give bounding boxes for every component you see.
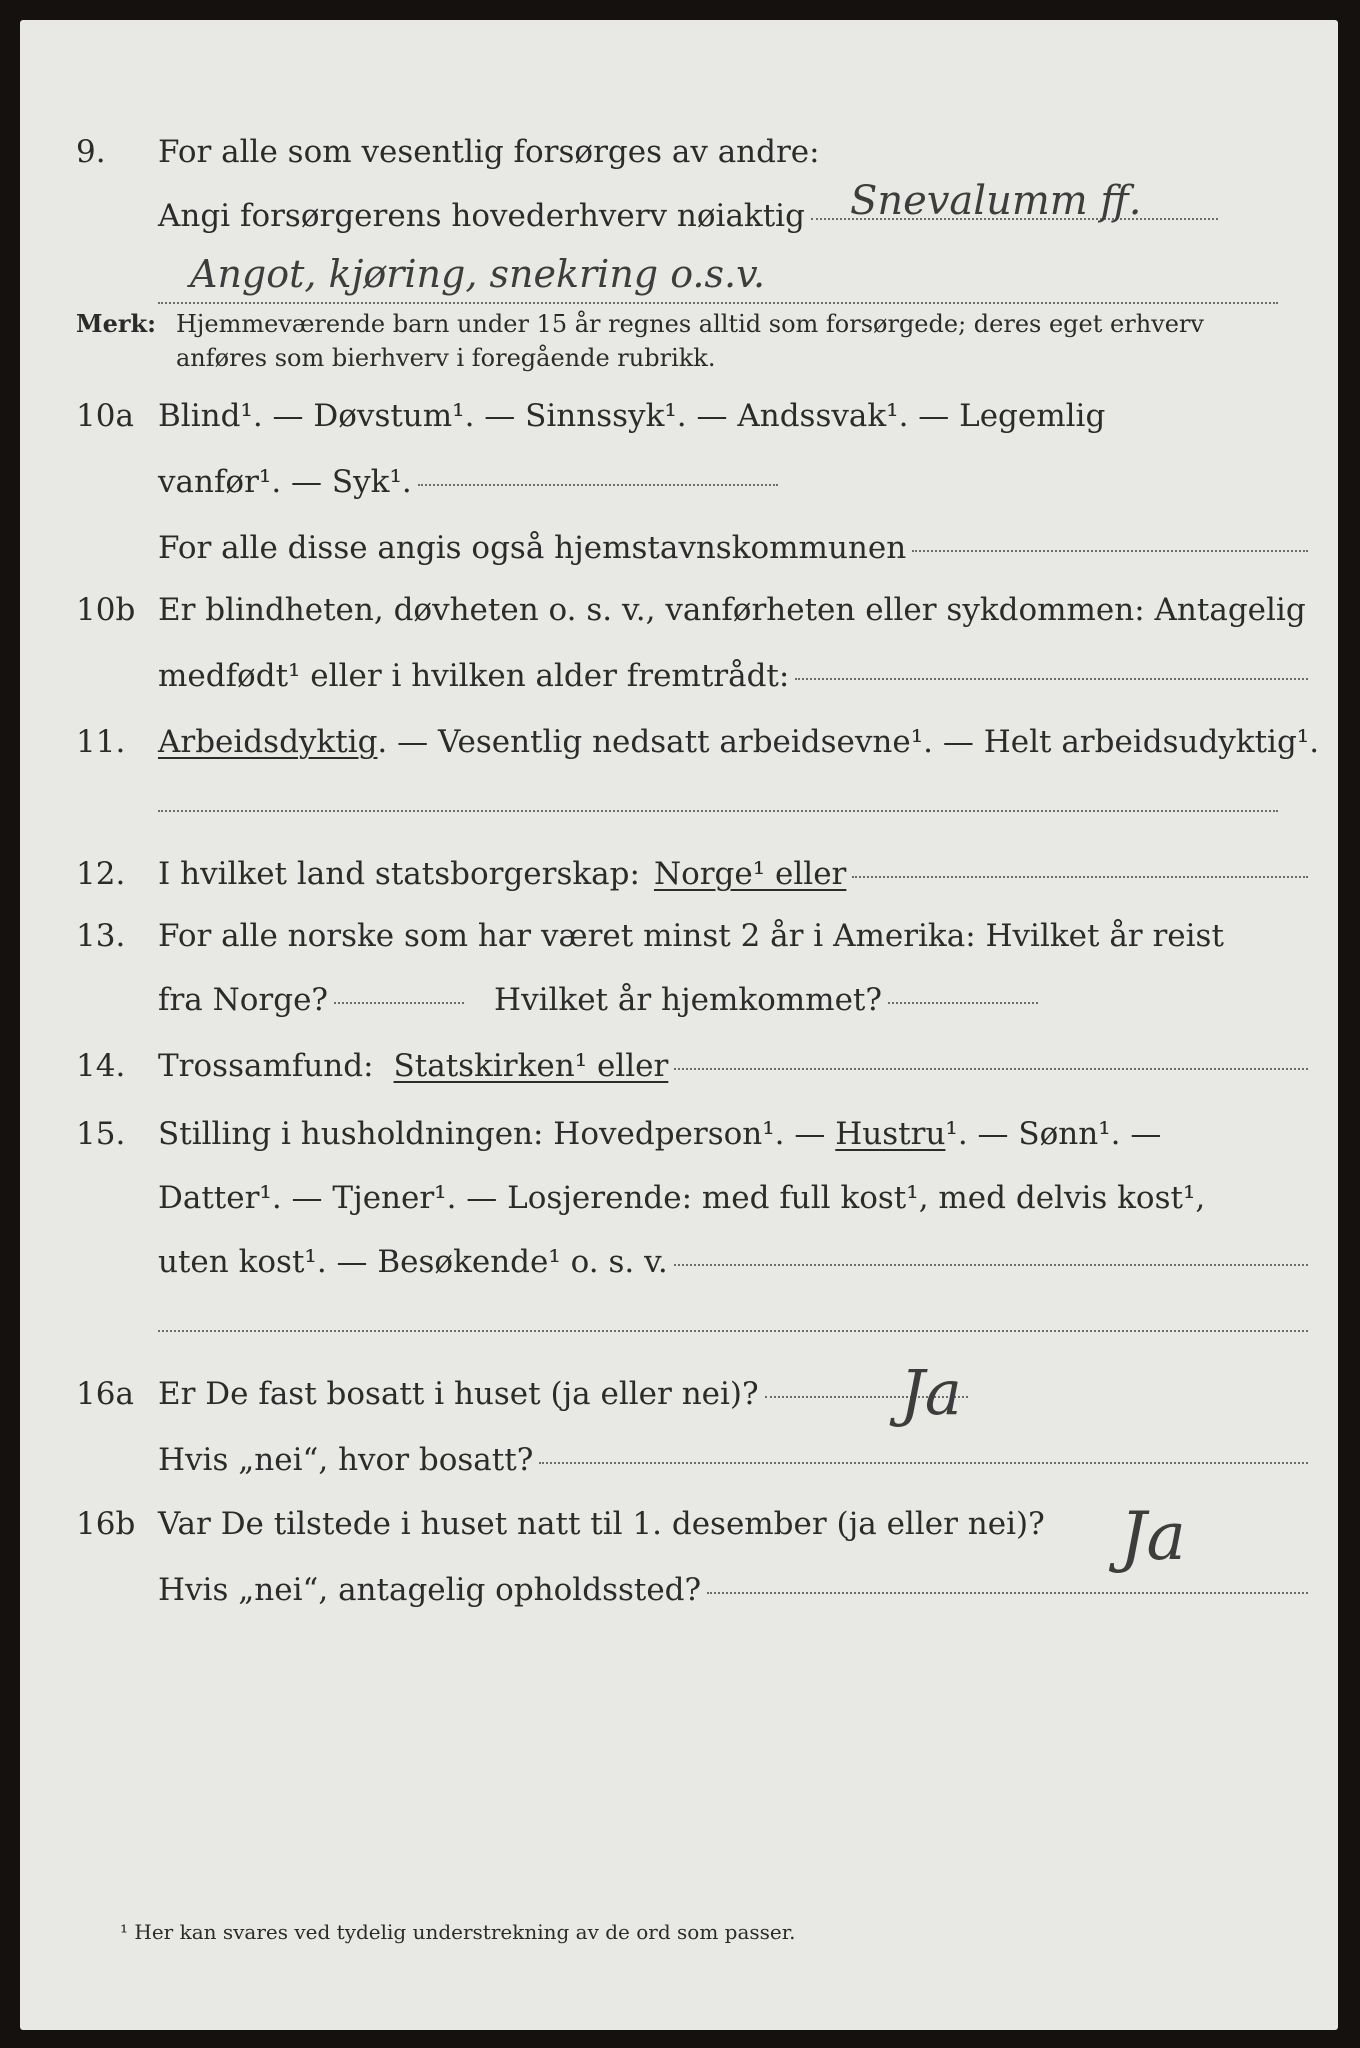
q11-option-arbeidsdyktig: Arbeidsdyktig xyxy=(158,724,378,760)
q11-number: 11. xyxy=(76,724,126,760)
q16b-number: 16b xyxy=(76,1506,136,1542)
q9-handwriting-2: Angot, kjøring, snekring o.s.v. xyxy=(190,252,766,296)
q16a-handwritten-answer: Ja xyxy=(900,1356,962,1429)
q13-reist-line xyxy=(334,1002,464,1004)
q14-answer-line xyxy=(674,1068,1308,1070)
q12-text: I hvilket land statsborgerskap: xyxy=(158,856,640,892)
merk-label: Merk: xyxy=(76,309,156,338)
merk-line2: anføres som bierhverv i foregående rubrikk. xyxy=(176,344,716,372)
merk-line1: Hjemmeværende barn under 15 år regnes alltid som forsørgede; deres eget erhverv xyxy=(176,310,1204,338)
q15-text-line1 xyxy=(158,1114,1161,1154)
q10a-hjemstavn-line xyxy=(912,550,1308,552)
q15-option-hustru: Hustru xyxy=(835,1116,946,1152)
q15-number: 15. xyxy=(76,1116,126,1152)
q15-text-line1c: ¹. — Sønn¹. — xyxy=(945,1116,1162,1152)
q16b-text-line1: Var De tilstede i huset natt til 1. desember (ja eller nei)? xyxy=(158,1506,1045,1542)
q14-answer: Statskirken¹ eller xyxy=(393,1048,669,1084)
q13-text-line1: For alle norske som har været minst 2 år i Amerika: Hvilket år reist xyxy=(158,918,1224,954)
q9-continuation-line xyxy=(158,302,1278,304)
q15-answer-line xyxy=(674,1264,1308,1266)
q9-number: 9. xyxy=(76,134,106,170)
q16a-number: 16a xyxy=(76,1376,134,1412)
q10a-text-line2: vanfør¹. — Syk¹. xyxy=(158,464,412,500)
q12-answer: Norge¹ eller xyxy=(653,856,847,892)
merk-note xyxy=(76,308,1204,340)
q10a-text-line3: For alle disse angis også hjemstavnskommunen xyxy=(158,530,907,566)
q10a-syk-line xyxy=(418,484,778,486)
q14-number: 14. xyxy=(76,1048,126,1084)
q10a-text-line1: Blind¹. — Døvstum¹. — Sinnssyk¹. — Andssvak¹. — Legemlig xyxy=(158,398,1106,434)
q13-text-line2b: Hvilket år hjemkommet? xyxy=(494,982,883,1018)
q16b-handwritten-answer: Ja xyxy=(1120,1498,1186,1575)
q10b-text-line1: Er blindheten, døvheten o. s. v., vanførheten eller sykdommen: Antagelig xyxy=(158,592,1306,628)
q14-text: Trossamfund: xyxy=(158,1048,374,1084)
footnote: ¹ Her kan svares ved tydelig understrekning av de ord som passer. xyxy=(120,1920,796,1944)
q16a-bosatt-line xyxy=(539,1462,1308,1464)
q11-answer-line xyxy=(158,810,1278,812)
q10b-text-line2: medfødt¹ eller i hvilken alder fremtrådt: xyxy=(158,658,790,694)
q13-hjemkommet-line xyxy=(888,1002,1038,1004)
q16a-text-line2: Hvis „nei“, hvor bosatt? xyxy=(158,1442,534,1478)
q13-text-line2a: fra Norge? xyxy=(158,982,329,1018)
q10b-number: 10b xyxy=(76,592,136,628)
q9-handwriting-1: Snevalumm ff. xyxy=(850,178,1142,224)
q16b-opholdssted-line xyxy=(707,1592,1308,1594)
census-form-page xyxy=(20,20,1338,2030)
q15-text-line3: uten kost¹. — Besøkende¹ o. s. v. xyxy=(158,1244,668,1280)
q12-answer-line xyxy=(852,876,1308,878)
q10b-answer-line xyxy=(795,678,1308,680)
q12-number: 12. xyxy=(76,856,126,892)
q9-text-line2: Angi forsørgerens hovederhverv nøiaktig xyxy=(158,198,805,234)
q10a-number: 10a xyxy=(76,398,134,434)
q15-text-line2: Datter¹. — Tjener¹. — Losjerende: med full kost¹, med delvis kost¹, xyxy=(158,1180,1206,1216)
q16b-text-line2: Hvis „nei“, antagelig opholdssted? xyxy=(158,1572,702,1608)
q15-continuation-line xyxy=(158,1330,1308,1332)
q13-number: 13. xyxy=(76,918,126,954)
q15-text-line1a: Stilling i husholdningen: Hovedperson¹. — xyxy=(158,1116,826,1152)
q16a-text-line1: Er De fast bosatt i huset (ja eller nei)? xyxy=(158,1376,759,1412)
q11-rest: . — Vesentlig nedsatt arbeidsevne¹. — Helt arbeidsudyktig¹. xyxy=(377,724,1320,760)
q11-text xyxy=(158,722,1319,762)
q9-text-line1: For alle som vesentlig forsørges av andre: xyxy=(158,134,820,170)
